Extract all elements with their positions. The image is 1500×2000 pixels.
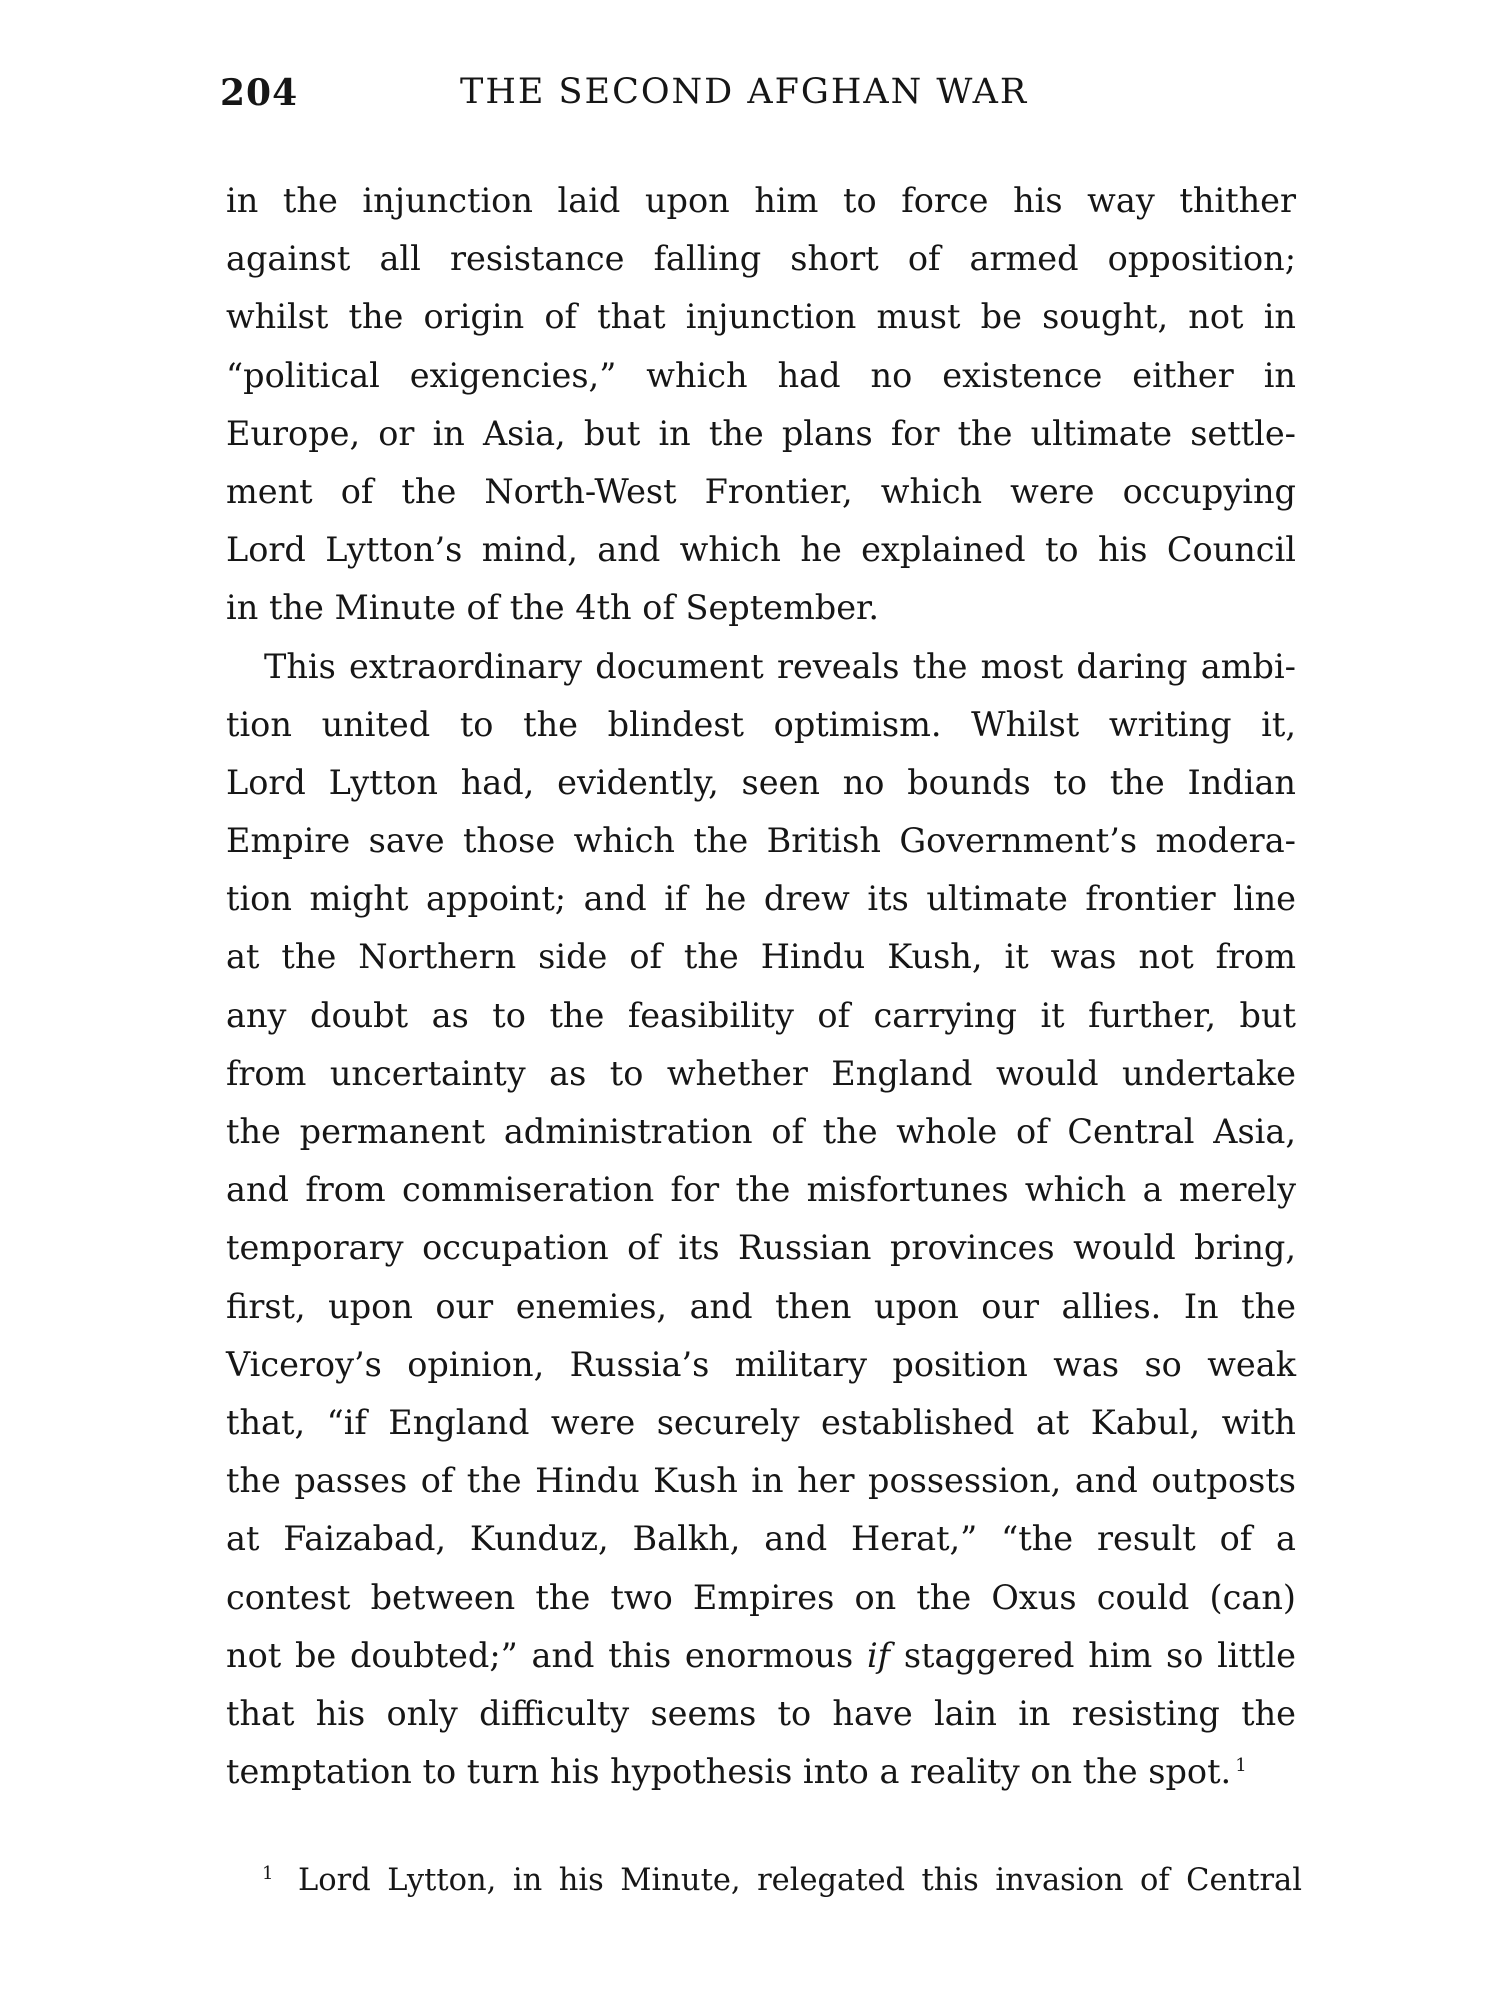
text-line: and from commiseration for the misfortunes which a merely [226,1170,1296,1210]
text-line: ment of the North-West Frontier, which were occupying [226,471,1296,511]
text-line: against all resistance falling short of armed opposition; [226,239,1296,279]
text-line: “political exigencies,” which had no existence either in [226,355,1296,395]
text-line-with-italic [226,1627,1296,1685]
text-line: at Faizabad, Kunduz, Balkh, and Herat,” “the result of a [226,1519,1296,1559]
footnote-marker [262,1856,298,1906]
running-title: THE SECOND AFGHAN WAR [460,72,1029,112]
text-fragment: not be doubted;” and this enormous [226,1635,854,1675]
text-line: any doubt as to the feasibility of carrying it further, but [226,995,1296,1035]
footnote-reference[interactable]: 1 [1235,1754,1247,1776]
text-line: Viceroy’s opinion, Russia’s military position was so weak [226,1344,1296,1384]
page-number: 204 [220,72,299,114]
text-line: whilst the origin of that injunction must be sought, not in [226,297,1296,337]
body-text [226,172,1296,1801]
italic-if: if [866,1635,891,1675]
footnote [262,1856,1302,1906]
text-line: Lord Lytton’s mind, and which he explained to his Council [226,530,1296,570]
text-line: tion united to the blindest optimism. Whilst writing it, [226,704,1296,744]
text-line: that his only difficulty seems to have lain in resisting the [226,1693,1296,1733]
text-line: This extraordinary document reveals the most daring ambi- [264,646,1296,686]
running-head [220,72,1300,132]
text-line: tion might appoint; and if he drew its ultimate frontier line [226,879,1296,919]
text-line: in the injunction laid upon him to force his way thither [226,181,1296,220]
text-line: Lord Lytton had, evidently, seen no bounds to the Indian [226,762,1296,802]
paragraph-1 [226,172,1296,638]
text-line: from uncertainty as to whether England would undertake [226,1053,1296,1093]
text-fragment: temptation to turn his hypothesis into a reality on the spot. [226,1752,1232,1792]
text-line: temporary occupation of its Russian provinces would bring, [226,1228,1296,1268]
text-line: Empire save those which the British Government’s modera- [226,821,1296,861]
text-line: that, “if England were securely established at Kabul, with [226,1402,1296,1442]
footnote-text: Lord Lytton, in his Minute, relegated this invasion of Central [298,1863,1302,1898]
text-line: in the Minute of the 4th of September. [226,588,880,628]
paragraph-2 [226,638,1296,1802]
text-fragment: staggered him so little [903,1635,1296,1675]
footnote-marker-number: 1 [262,1862,274,1884]
text-line: first, upon our enemies, and then upon our allies. In the [226,1286,1296,1326]
text-line: contest between the two Empires on the Oxus could (can) [226,1577,1296,1617]
text-line: the permanent administration of the whole of Central Asia, [226,1112,1296,1151]
text-line: at the Northern side of the Hindu Kush, it was not from [226,937,1296,977]
text-line: Europe, or in Asia, but in the plans for the ultimate settle- [226,413,1296,453]
text-line-last [226,1743,1296,1801]
text-line: the passes of the Hindu Kush in her possession, and outposts [226,1461,1296,1501]
